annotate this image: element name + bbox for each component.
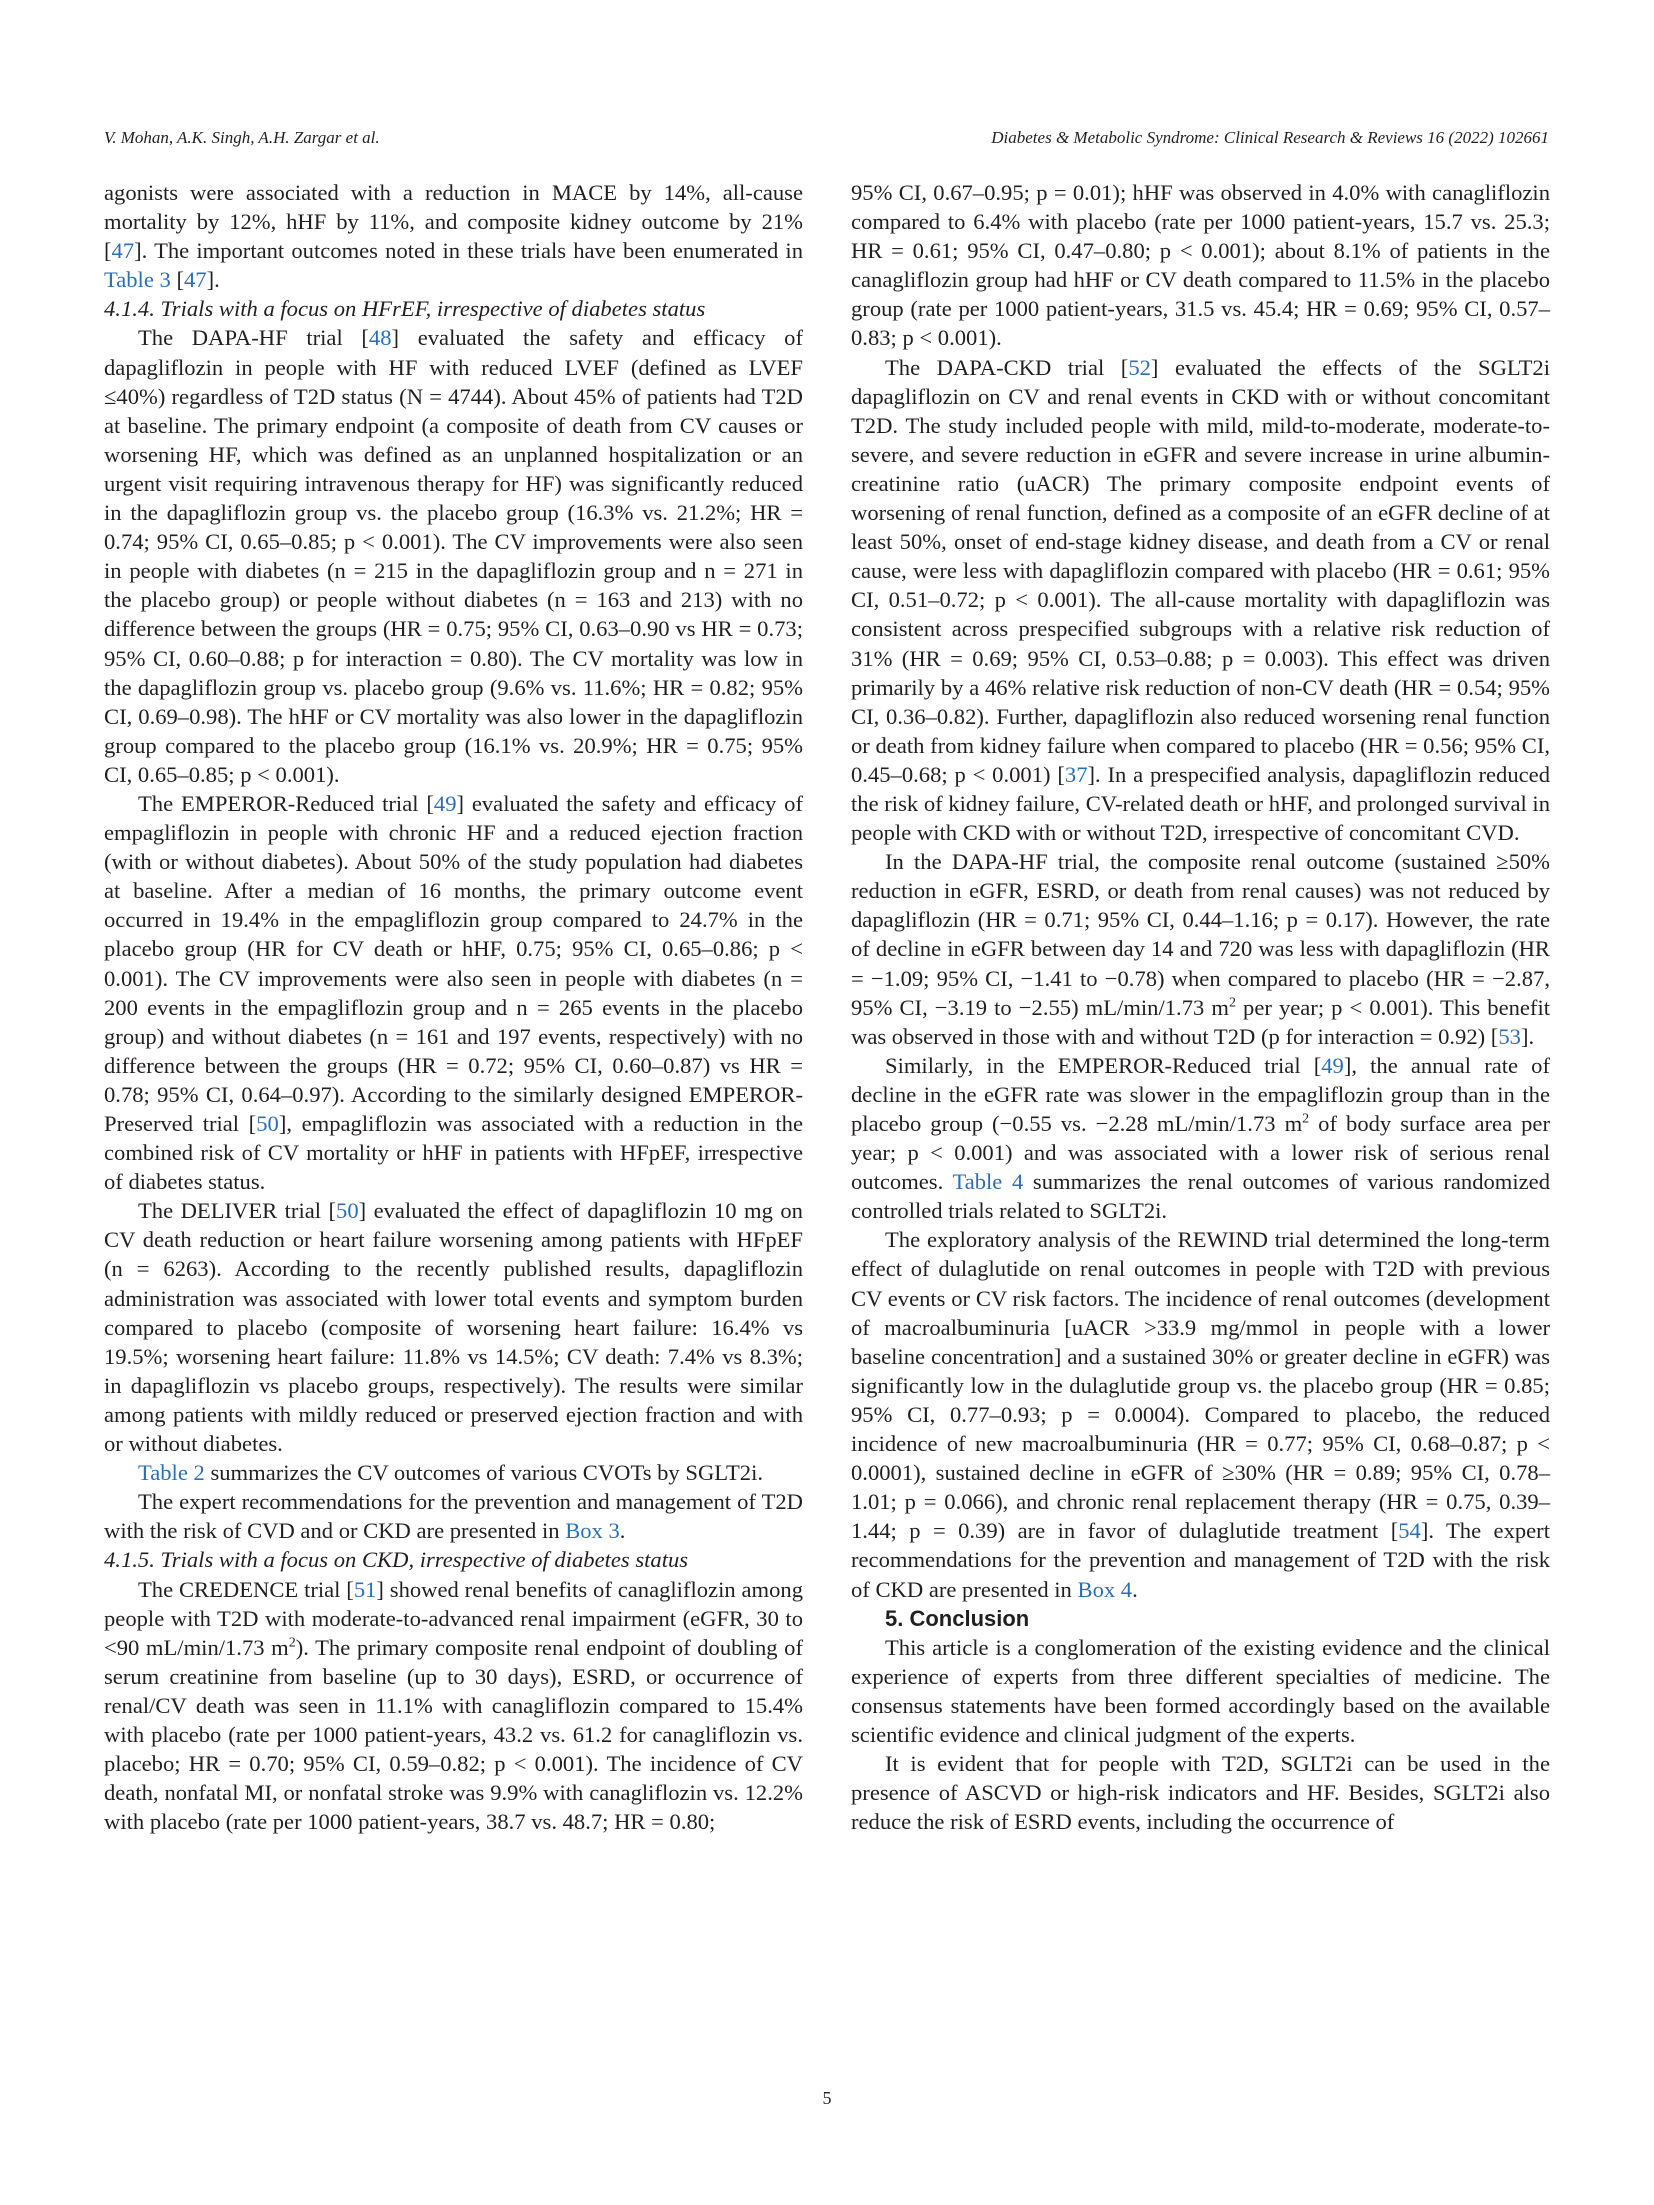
text: The DELIVER trial [	[138, 1198, 337, 1224]
citation-link[interactable]: 48	[368, 325, 392, 351]
text: ] evaluated the safety and efficacy of dapagliflozin in people with HF with reduced LVEF (defined as LVEF ≤40%) regardless of T2D status (N = 4744). About 45% of patients had T2D at baseline. The primary endpoint (a composite of death from CV causes or worsening HF, which was defined as an unplanned hospitalization or an urgent visit requiring intravenous therapy for HF) was significantly reduced in the dapagliflozin group vs. the placebo group (16.3% vs. 21.2%; HR = 0.74; 95% CI, 0.65–0.85; p < 0.001). The CV improvements were also seen in people with diabetes (n = 215 in the dapagliflozin group and n = 271 in the placebo group) or people without diabetes (n = 163 and 213) with no difference between the groups (HR = 0.75; 95% CI, 0.63–0.90 vs HR = 0.73; 95% CI, 0.60–0.88; p for interaction = 0.80). The CV mortality was low in the dapagliflozin group vs. placebo group (9.6% vs. 11.6%; HR = 0.82; 95% CI, 0.69–0.98). The hHF or CV mortality was also lower in the dapagliflozin group compared to the placebo group (16.1% vs. 20.9%; HR = 0.75; 95% CI, 0.65–0.85; p < 0.001).	[104, 325, 803, 787]
text: ]. The important outcomes noted in these trials have been enumerated in	[134, 238, 803, 264]
text: .	[619, 1518, 626, 1544]
citation-link[interactable]: 53	[1498, 1023, 1521, 1049]
paragraph-credence	[104, 1575, 803, 1837]
paragraph-deliver	[104, 1196, 803, 1458]
citation-link[interactable]: 50	[256, 1111, 279, 1136]
box-link[interactable]: Box 4	[1077, 1576, 1133, 1602]
text: The exploratory analysis of the REWIND trial determined the long-term effect of dulaglutide on renal outcomes in people with T2D with previous CV events or CV risk factors. The incidence of renal outcomes (development of macroalbuminuria [uACR >33.9 mg/mmol in people with a lower baseline concentration] and a sustained 30% or greater decline in eGFR) was significantly low in the dulaglutide group vs. the placebo group (HR = 0.85; 95% CI, 0.77–0.93; p = 0.0004). Compared to placebo, the reduced incidence of new macroalbuminuria (HR = 0.77; 95% CI, 0.68–0.87; p < 0.0001), sustained decline in eGFR of ≥30% (HR = 0.89; 95% CI, 0.78–1.01; p = 0.066), and chronic renal replacement therapy (HR = 0.75, 0.39–1.44; p = 0.39) are in favor of dulaglutide treatment [	[851, 1227, 1550, 1544]
text: ], empagliflozin was associated with a reduction in the combined risk of CV mortality or hHF in patients with HFpEF, irrespective of diabetes status.	[104, 1111, 803, 1195]
paragraph-emperor-reduced	[104, 789, 803, 1196]
text: ). The primary composite renal endpoint of doubling of serum creatinine from baseline (up to 30 days), ESRD, or occurrence of renal/CV death was seen in 11.1% with canagliflozin compared to 15.4% with placebo (rate per 1000 patient-years, 43.2 vs. 61.2 for canagliflozin vs. placebo; HR = 0.70; 95% CI, 0.59–0.82; p < 0.001). The incidence of CV death, nonfatal MI, or nonfatal stroke was 9.9% with canagliflozin vs. 12.2% with placebo (rate per 1000 patient-years, 38.7 vs. 48.7; HR = 0.80;	[104, 1634, 804, 1835]
running-header-journal: Diabetes & Metabolic Syndrome: Clinical Research & Reviews 16 (2022) 102661	[991, 128, 1549, 147]
text: agonists were associated with a reduction in MACE by 14%, all-cause mortality by 12%, hHF by 11%, and composite kidney outcome by 21% [	[104, 180, 803, 264]
text: [	[170, 267, 184, 293]
section-heading-conclusion: 5. Conclusion	[885, 1605, 1030, 1631]
text: .	[1132, 1576, 1138, 1602]
text: ] showed renal benefits of canagliflozin among people with T2D with moderate-to-advanced renal impairment (eGFR, 30 to <90 mL/min/1.73 m	[104, 1576, 803, 1660]
citation-link[interactable]: 47	[184, 267, 207, 293]
paragraph-conclusion-1	[851, 1633, 1550, 1749]
text: Similarly, in the EMPEROR-Reduced trial [	[885, 1052, 1322, 1078]
table-link[interactable]: Table 2	[138, 1460, 205, 1486]
text: per year; p < 0.001). This benefit was observed in those with and without T2D (p for interaction = 0.92) [	[851, 994, 1551, 1049]
running-header-authors: V. Mohan, A.K. Singh, A.H. Zargar et al.	[104, 128, 380, 147]
text: ]. The expert recommendations for the prevention and management of T2D with the risk of CKD are presented in	[851, 1518, 1550, 1602]
citation-link[interactable]: 47	[111, 238, 135, 264]
text: ]. In a prespecified analysis, dapagliflozin reduced the risk of kidney failure, CV-related death or hHF, and prolonged survival in people with CKD with or without T2D, irrespective of concomitant CVD.	[851, 761, 1551, 846]
text: The expert recommendations for the prevention and management of T2D with the risk of CVD and or CKD are presented in	[104, 1489, 803, 1544]
citation-link[interactable]: 54	[1398, 1518, 1421, 1544]
left-column	[104, 178, 803, 1836]
paragraph-box3	[104, 1487, 803, 1545]
subsection-heading-ckd: 4.1.5. Trials with a focus on CKD, irrespective of diabetes status	[104, 1547, 689, 1573]
right-column	[851, 178, 1550, 1836]
superscript: 2	[288, 1635, 296, 1651]
text: It is evident that for people with T2D, SGLT2i can be used in the presence of ASCVD or high-risk indicators and HF. Besides, SGLT2i also reduce the risk of ESRD events, including the occurrence of	[851, 1751, 1550, 1835]
superscript: 2	[1228, 995, 1236, 1011]
paragraph-rewind	[851, 1225, 1550, 1603]
text: summarizes the renal outcomes of various randomized controlled trials related to SGLT2i.	[851, 1169, 1550, 1224]
text: This article is a conglomeration of the existing evidence and the clinical experience of experts from three different specialties of medicine. The consensus statements have been formed accordingly based on the available scientific evidence and clinical judgment of the experts.	[851, 1634, 1550, 1747]
text: 95% CI, 0.67–0.95; p = 0.01); hHF was observed in 4.0% with canagliflozin compared to 6.4% with placebo (rate per 1000 patient-years, 15.7 vs. 25.3; HR = 0.61; 95% CI, 0.47–0.80; p < 0.001); about 8.1% of patients in the canagliflozin group had hHF or CV death compared to 11.5% in the placebo group (rate per 1000 patient-years, 31.5 vs. 45.4; HR = 0.69; 95% CI, 0.57–0.83; p < 0.001).	[851, 180, 1550, 351]
text: ].	[206, 267, 220, 293]
paragraph-table2	[104, 1458, 803, 1487]
text: of body surface area per year; p < 0.001) and was associated with a lower risk of serious renal outcomes.	[851, 1111, 1550, 1195]
page-number: 5	[822, 2088, 832, 2108]
text: The DAPA-HF trial [	[138, 325, 369, 351]
text: summarizes the CV outcomes of various CVOTs by SGLT2i.	[204, 1460, 764, 1486]
citation-link[interactable]: 49	[433, 790, 457, 816]
subsection-heading-hfref: 4.1.4. Trials with a focus on HFrEF, irrespective of diabetes status	[104, 296, 706, 322]
text: The EMPEROR-Reduced trial [	[138, 790, 434, 816]
paragraph-credence-continued	[851, 178, 1550, 353]
superscript: 2	[1302, 1111, 1310, 1127]
citation-link[interactable]: 49	[1321, 1052, 1344, 1078]
citation-link[interactable]: 51	[353, 1576, 377, 1602]
citation-link[interactable]: 52	[1128, 354, 1151, 380]
paragraph-dapa-hf-renal	[851, 847, 1550, 1051]
text: ] evaluated the effects of the SGLT2i dapagliflozin on CV and renal events in CKD with or without concomitant T2D. The study included people with mild, mild-to-moderate, moderate-to-severe, and severe reduction in eGFR and severe increase in urine albumin-creatinine ratio (uACR) The primary composite endpoint events of worsening of renal function, defined as a composite of an eGFR decline of at least 50%, onset of end-stage kidney disease, and death from a CV or renal cause, were less with dapagliflozin compared with placebo (HR = 0.61; 95% CI, 0.51–0.72; p < 0.001). The all-cause mortality with dapagliflozin was consistent across prespecified subgroups with a relative risk reduction of 31% (HR = 0.69; 95% CI, 0.53–0.88; p = 0.003). This effect was driven primarily by a 46% relative risk reduction of non-CV death (HR = 0.54; 95% CI, 0.36–0.82). Further, dapagliflozin also reduced worsening renal function or death from kidney failure when compared to placebo (HR = 0.56; 95% CI, 0.45–0.68; p < 0.001) [	[851, 354, 1550, 787]
paragraph-dapa-ckd	[851, 353, 1550, 848]
text: In the DAPA-HF trial, the composite renal outcome (sustained ≥50% reduction in eGFR, ESRD, or death from renal causes) was not reduced by dapagliflozin (HR = 0.71; 95% CI, 0.44–1.16; p = 0.17). However, the rate of decline in eGFR between day 14 and 720 was less with dapagliflozin (HR = −1.09; 95% CI, −1.41 to −0.78) when compared to placebo (HR = −2.87, 95% CI, −3.19 to −2.55) mL/min/1.73 m	[851, 849, 1550, 1020]
citation-link[interactable]: 50	[336, 1198, 359, 1224]
text: ] evaluated the safety and efficacy of empagliflozin in people with chronic HF and a reduced ejection fraction (with or without diabetes). About 50% of the study population had diabetes at baseline. After a median of 16 months, the primary outcome event occurred in 19.4% in the empagliflozin group compared to 24.7% in the placebo group (HR for CV death or hHF, 0.75; 95% CI, 0.65–0.86; p < 0.001). The CV improvements were also seen in people with diabetes (n = 200 events in the empagliflozin group and n = 265 events in the placebo group) and without diabetes (n = 161 and 197 events, respectively) with no difference between the groups (HR = 0.72; 95% CI, 0.60–0.87) vs HR = 0.78; 95% CI, 0.64–0.97). According to the similarly designed EMPEROR-Preserved trial [	[104, 790, 804, 1136]
text: ], the annual rate of decline in the eGFR rate was slower in the empagliflozin group than in the placebo group (−0.55 vs. −2.28 mL/min/1.73 m	[851, 1052, 1550, 1136]
text: The CREDENCE trial [	[138, 1576, 354, 1602]
table-link[interactable]: Table 3	[104, 267, 171, 293]
citation-link[interactable]: 37	[1064, 761, 1088, 787]
paragraph-emperor-renal	[851, 1051, 1550, 1226]
box-link[interactable]: Box 3	[565, 1518, 620, 1544]
text: ].	[1520, 1023, 1535, 1049]
paragraph-conclusion-2	[851, 1749, 1550, 1836]
text: ] evaluated the effect of dapagliflozin 10 mg on CV death reduction or heart failure worsening among patients with HFpEF (n = 6263). According to the recently published results, dapagliflozin administration was associated with lower total events and symptom burden compared to placebo (composite of worsening heart failure: 16.4% vs 19.5%; worsening heart failure: 11.8% vs 14.5%; CV death: 7.4% vs 8.3%; in dapagliflozin vs placebo groups, respectively). The results were similar among patients with mildly reduced or preserved ejection fraction and with or without diabetes.	[104, 1198, 803, 1457]
paragraph-intro	[104, 178, 803, 294]
text: The DAPA-CKD trial [	[885, 354, 1129, 380]
paragraph-dapa-hf	[104, 323, 803, 789]
table-link[interactable]: Table 4	[952, 1169, 1024, 1195]
